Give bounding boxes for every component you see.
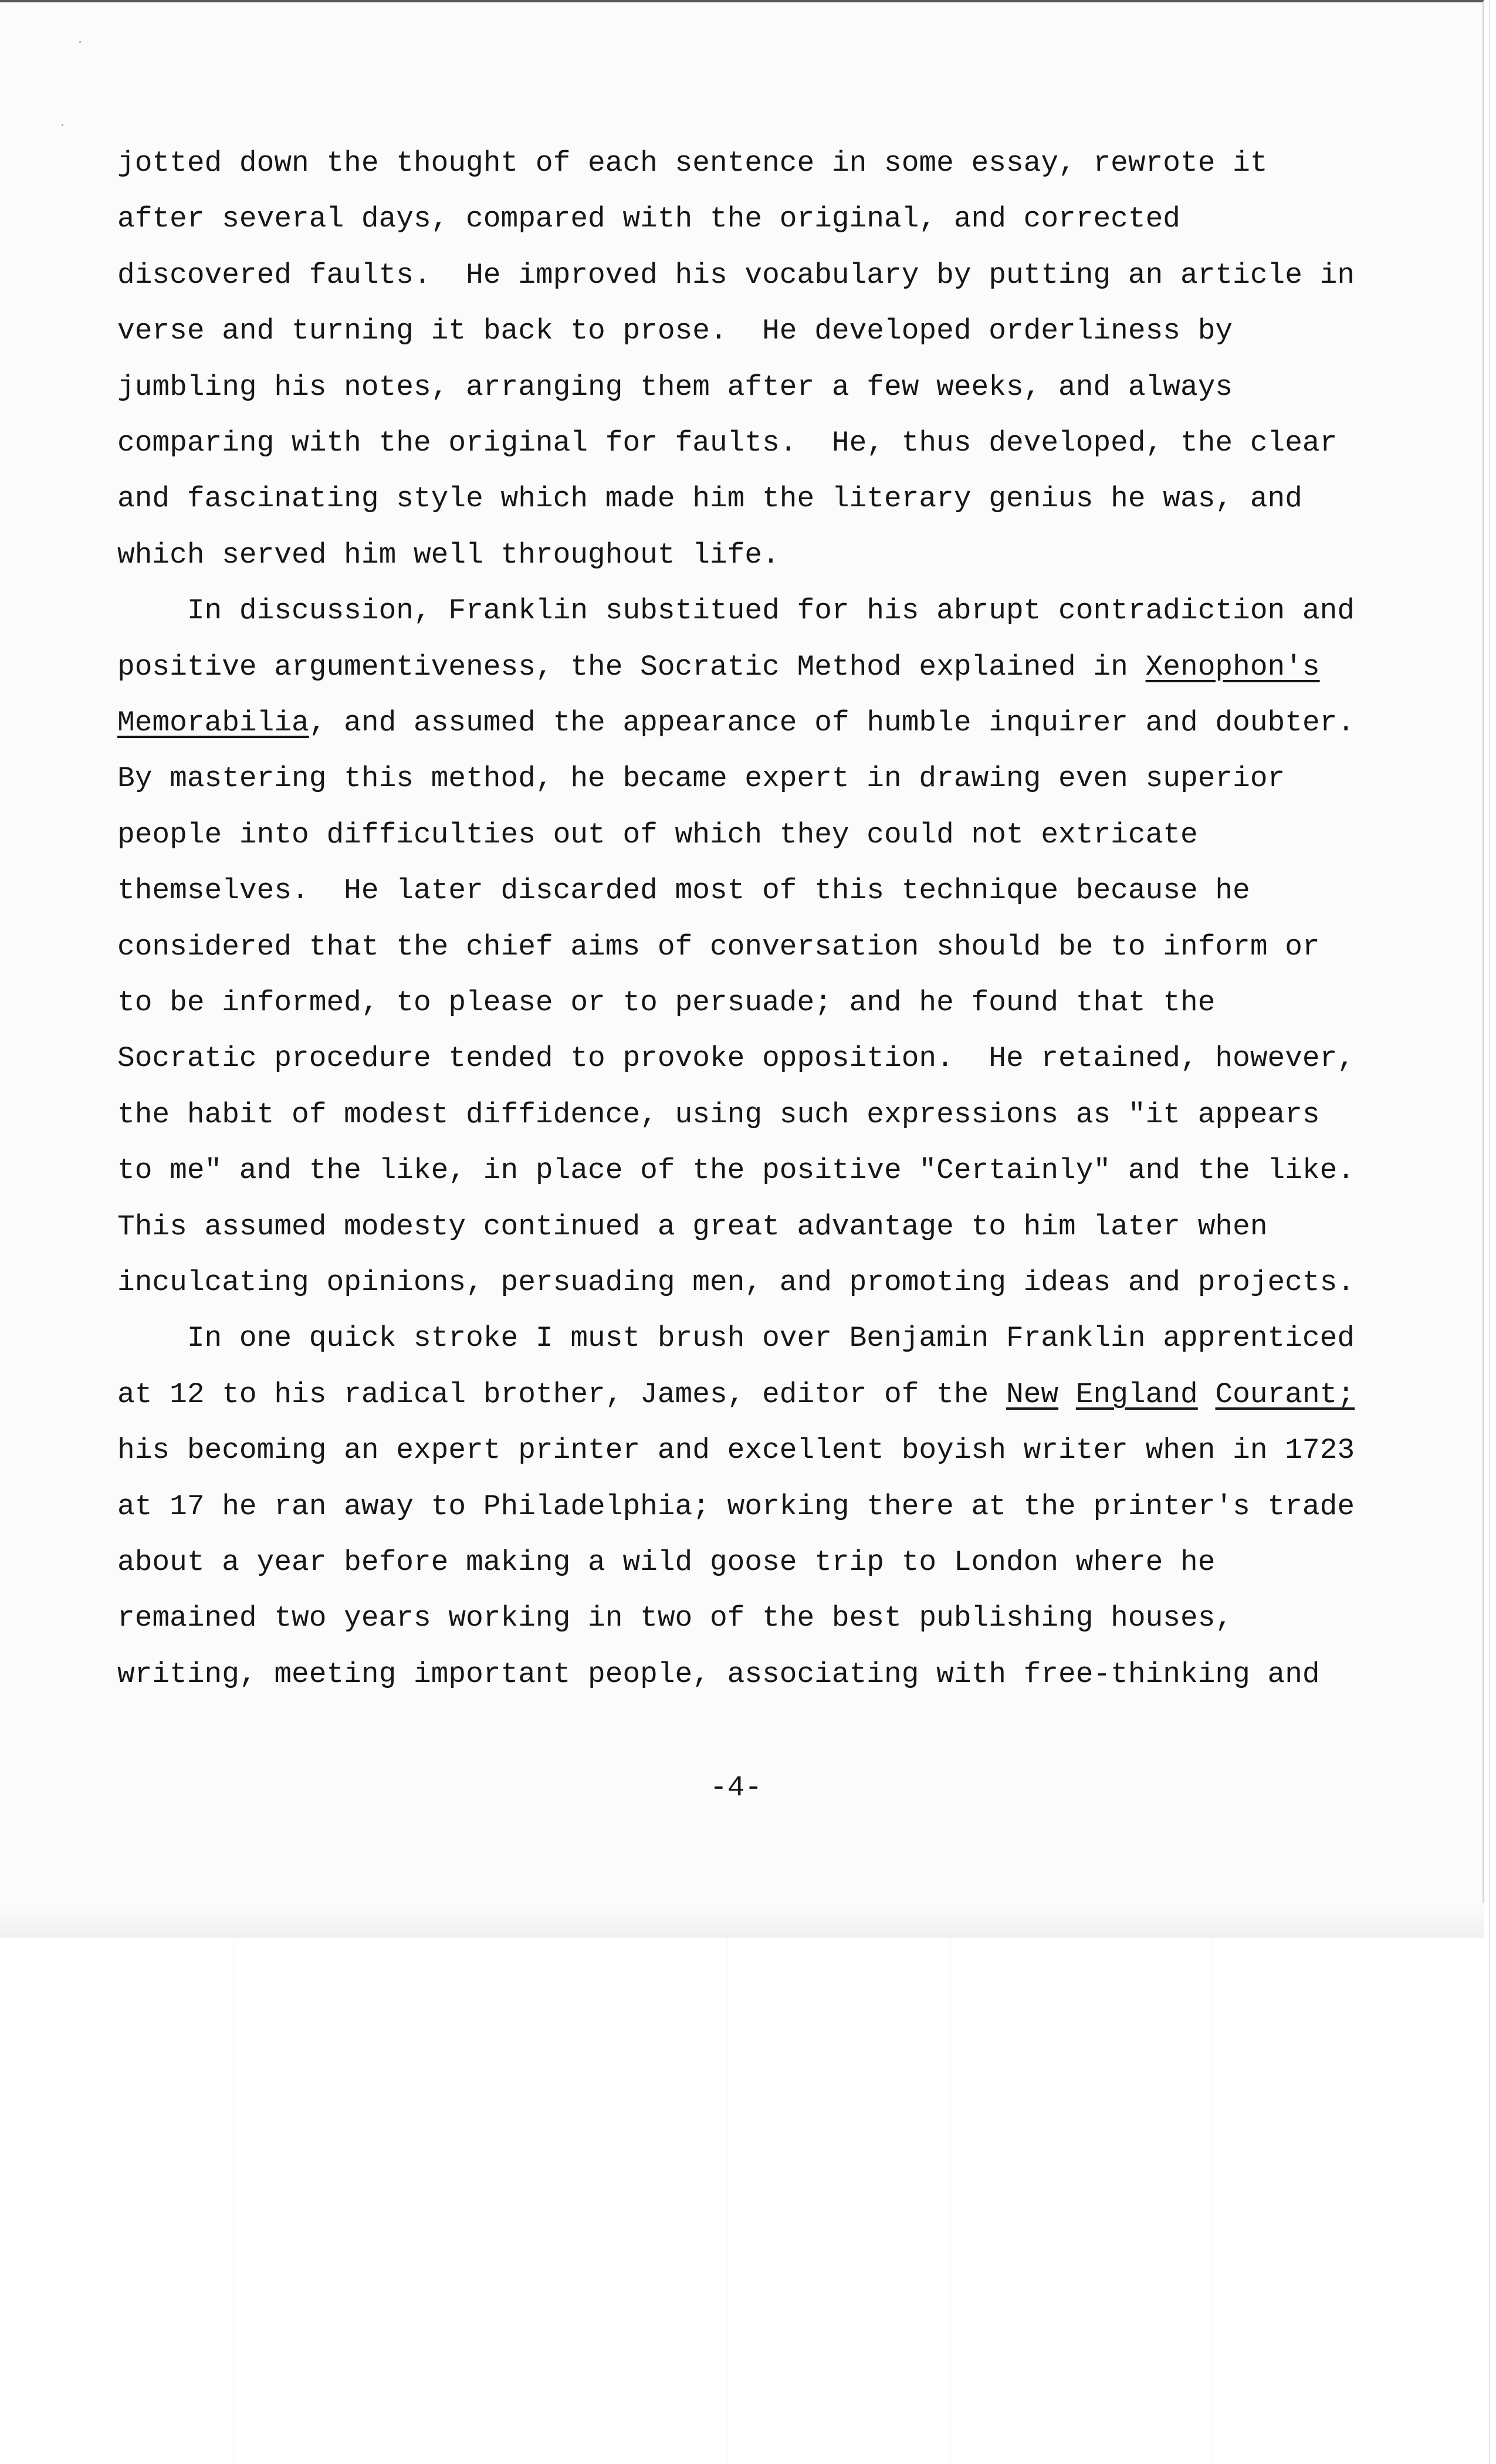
text-line	[117, 1041, 1355, 1076]
text-line	[117, 929, 1320, 964]
text-line	[117, 145, 1268, 181]
text-segment: people into difficulties out of which they could not extricate	[117, 818, 1198, 851]
text-segment: comparing with the original for faults. He, thus developed, the clear	[117, 427, 1338, 459]
text-line	[117, 873, 1250, 908]
text-line	[117, 1265, 1355, 1300]
text-line	[117, 370, 1233, 405]
text-line	[117, 817, 1198, 852]
text-line	[117, 1209, 1268, 1244]
text-line	[117, 1377, 1355, 1412]
text-line	[117, 1153, 1355, 1188]
page-bottom-shading	[0, 1903, 1484, 1938]
text-segment: discovered faults. He improved his vocabulary by putting an article in	[117, 258, 1355, 292]
paper-speck	[62, 124, 63, 126]
text-line	[117, 1433, 1355, 1468]
text-line	[117, 1657, 1320, 1692]
text-segment: inculcating opinions, persuading men, and promoting ideas and projects.	[117, 1266, 1355, 1299]
text-segment: which served him well throughout life.	[117, 538, 780, 571]
text-segment	[1198, 1378, 1216, 1411]
ghost-rule	[233, 1936, 234, 2464]
text-segment: the habit of modest diffidence, using such expressions as "it appears	[117, 1098, 1320, 1131]
text-line	[117, 258, 1355, 293]
text-line	[117, 1545, 1215, 1580]
underlined-title: England	[1075, 1377, 1198, 1411]
text-segment: By mastering this method, he became expert in drawing even superior	[117, 762, 1285, 796]
ghost-rule	[1211, 1936, 1212, 2464]
ghost-rule	[950, 1936, 951, 2464]
scanner-edge-line	[1489, 0, 1490, 2464]
text-line	[117, 1321, 1355, 1356]
text-segment: considered that the chief aims of conversation should be to inform or	[117, 930, 1320, 963]
underlined-title: New	[1006, 1377, 1059, 1411]
text-segment: his becoming an expert printer and excellent boyish writer when in 1723	[117, 1434, 1355, 1467]
text-line	[117, 1097, 1320, 1132]
text-segment	[1058, 1378, 1076, 1411]
underlined-title: Memorabilia	[117, 706, 309, 739]
text-line	[117, 201, 1180, 236]
text-segment: about a year before making a wild goose trip to London where he	[117, 1546, 1216, 1579]
text-line	[117, 705, 1355, 740]
text-segment: writing, meeting important people, associating with free-thinking and	[117, 1657, 1320, 1691]
text-line	[117, 313, 1233, 348]
underlined-title: Xenophon's	[1145, 650, 1320, 683]
paper-speck	[79, 41, 81, 43]
text-segment: verse and turning it back to prose. He developed orderliness by	[117, 314, 1233, 348]
text-segment: to be informed, to please or to persuade; and he found that the	[117, 986, 1216, 1019]
text-segment: In one quick stroke I must brush over Benjamin Franklin apprenticed	[117, 1322, 1355, 1355]
text-segment: after several days, compared with the original, and corrected	[117, 202, 1180, 236]
text-line	[117, 425, 1337, 461]
text-line	[117, 761, 1285, 796]
text-line	[117, 481, 1302, 516]
ghost-rule	[727, 1936, 728, 2464]
text-line	[117, 1489, 1355, 1524]
text-segment: jumbling his notes, arranging them after a few weeks, and always	[117, 370, 1233, 404]
text-segment: themselves. He later discarded most of this technique because he	[117, 874, 1250, 908]
page-number: -4-	[710, 1771, 763, 1804]
text-segment: , and assumed the appearance of humble inquirer and doubter.	[309, 706, 1355, 739]
text-line	[117, 593, 1355, 628]
text-segment: jotted down the thought of each sentence in some essay, rewrote it	[117, 147, 1268, 180]
text-line	[117, 537, 780, 573]
underlined-title: Courant;	[1215, 1377, 1355, 1411]
text-segment: remained two years working in two of the best publishing houses,	[117, 1602, 1233, 1635]
text-segment: This assumed modesty continued a great advantage to him later when	[117, 1210, 1268, 1243]
text-segment: positive argumentiveness, the Socratic Method explained in	[117, 650, 1146, 683]
text-segment: In discussion, Franklin substitued for his abrupt contradiction and	[117, 594, 1355, 628]
text-line	[117, 649, 1320, 685]
text-segment: and fascinating style which made him the literary genius he was, and	[117, 482, 1302, 516]
text-segment: Socratic procedure tended to provoke opposition. He retained, however,	[117, 1042, 1355, 1075]
text-line	[117, 1600, 1233, 1636]
text-segment: at 12 to his radical brother, James, editor of the	[117, 1377, 1006, 1411]
text-segment: to me" and the like, in place of the positive "Certainly" and the like.	[117, 1154, 1355, 1187]
text-line	[117, 985, 1215, 1020]
text-segment: at 17 he ran away to Philadelphia; working there at the printer's trade	[117, 1490, 1355, 1523]
